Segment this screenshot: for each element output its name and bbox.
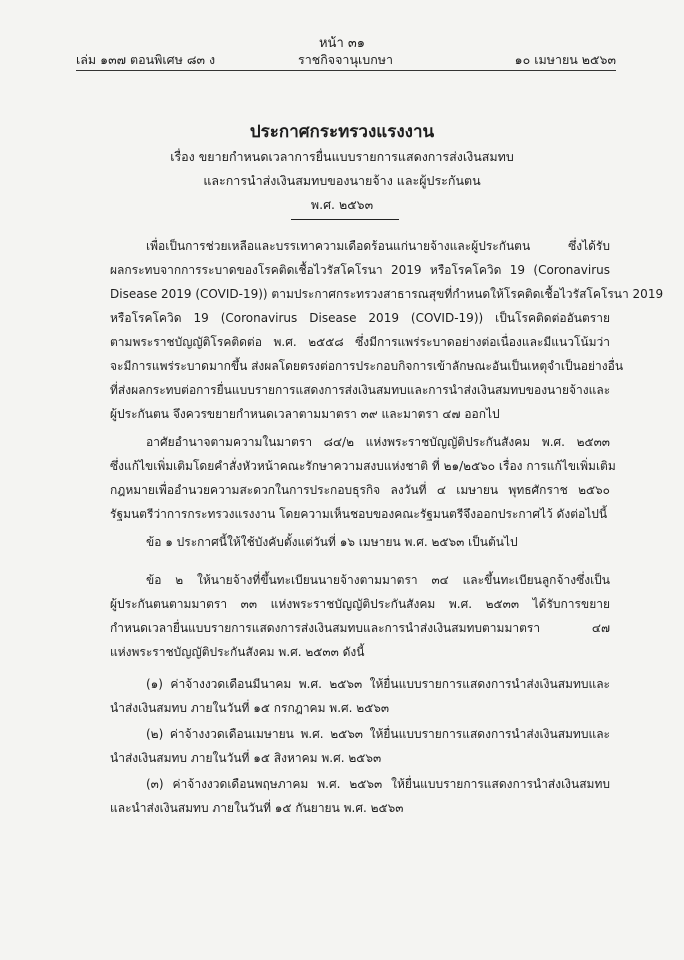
text-line: (๒) ค่าจ้างงวดเดือนเมษายน พ.ศ. ๒๕๖๓ ให้ยื่นแบบรายการแสดงการนำส่งเงินสมทบและ xyxy=(146,727,610,741)
paragraph-preamble xyxy=(110,234,664,426)
clause-2 xyxy=(110,568,610,664)
text-line: ข้อ ๒ ให้นายจ้างที่ขึ้นทะเบียนนายจ้างตามมาตรา ๓๔ และขึ้นทะเบียนลูกจ้างซึ่งเป็น xyxy=(146,573,610,587)
header-divider xyxy=(76,70,616,71)
text-line: หรือโรคโควิด 19 (Coronavirus Disease 2019 (COVID-19)) เป็นโรคติดต่ออันตราย xyxy=(110,311,610,325)
volume-issue: เล่ม ๑๓๗ ตอนพิเศษ ๘๓ ง xyxy=(76,52,216,67)
text-line: กำหนดเวลายื่นแบบรายการแสดงการส่งเงินสมทบและการนำส่งเงินสมทบตามมาตรา ๔๗ xyxy=(110,621,610,635)
text-line: ผู้ประกันตน จึงควรขยายกำหนดเวลาตามมาตรา ๓๙ และมาตรา ๔๗ ออกไป xyxy=(110,407,500,421)
text-line: แห่งพระราชบัญญัติประกันสังคม พ.ศ. ๒๕๓๓ ดังนี้ xyxy=(110,645,365,659)
text-line: กฎหมายเพื่ออำนวยความสะดวกในการประกอบธุรกิจ ลงวันที่ ๔ เมษายน พุทธศักราช ๒๕๖๐ xyxy=(110,483,610,497)
text-line: และนำส่งเงินสมทบ ภายในวันที่ ๑๕ กันยายน พ.ศ. ๒๕๖๓ xyxy=(110,801,404,815)
text-line: จะมีการแพร่ระบาดมากขึ้น ส่งผลโดยตรงต่อการประกอบกิจการเข้าลักษณะอันเป็นเหตุจำเป็นอย่างอื่น xyxy=(110,359,624,373)
title-underline xyxy=(291,219,399,220)
paragraph-authority xyxy=(110,430,616,526)
announcement-title: ประกาศกระทรวงแรงงาน xyxy=(249,122,435,142)
item-2 xyxy=(110,722,610,770)
text-line: ซึ่งแก้ไขเพิ่มเติมโดยคำสั่งหัวหน้าคณะรักษาความสงบแห่งชาติ ที่ ๒๑/๒๕๖๐ เรื่อง การแก้ไขเพิ่มเติม xyxy=(110,459,616,473)
subject-line-1: เรื่อง ขยายกำหนดเวลาการยื่นแบบรายการแสดงการส่งเงินสมทบ xyxy=(170,149,514,164)
item-1 xyxy=(110,672,610,720)
text-line: นำส่งเงินสมทบ ภายในวันที่ ๑๕ สิงหาคม พ.ศ. ๒๕๖๓ xyxy=(110,751,382,765)
text-line: รัฐมนตรีว่าการกระทรวงแรงงาน โดยความเห็นชอบของคณะรัฐมนตรีจึงออกประกาศไว้ ดังต่อไปนี้ xyxy=(110,507,608,521)
gazette-name: ราชกิจจานุเบกษา xyxy=(298,52,394,67)
text-line: (๓) ค่าจ้างงวดเดือนพฤษภาคม พ.ศ. ๒๕๖๓ ให้ยื่นแบบรายการแสดงการนำส่งเงินสมทบ xyxy=(146,777,610,791)
text-line: ผู้ประกันตนตามมาตรา ๓๓ แห่งพระราชบัญญัติประกันสังคม พ.ศ. ๒๕๓๓ ได้รับการขยาย xyxy=(110,597,610,611)
clause-1 xyxy=(110,530,610,554)
text-line: ตามพระราชบัญญัติโรคติดต่อ พ.ศ. ๒๕๕๘ ซึ่งมีการแพร่ระบาดอย่างต่อเนื่องและมีแนวโน้มว่า xyxy=(110,335,610,349)
text-line: ข้อ ๑ ประกาศนี้ให้ใช้บังคับตั้งแต่วันที่ ๑๖ เมษายน พ.ศ. ๒๕๖๓ เป็นต้นไป xyxy=(146,535,518,549)
text-line: ที่ส่งผลกระทบต่อการยื่นแบบรายการแสดงการส่งเงินสมทบและการนำส่งเงินสมทบของนายจ้างและ xyxy=(110,383,611,397)
announcement-year: พ.ศ. ๒๕๖๓ xyxy=(310,197,374,212)
issue-date: ๑๐ เมษายน ๒๕๖๓ xyxy=(514,52,616,67)
subject-line-2: และการนำส่งเงินสมทบของนายจ้าง และผู้ประกันตน xyxy=(203,173,481,188)
text-line: (๑) ค่าจ้างงวดเดือนมีนาคม พ.ศ. ๒๕๖๓ ให้ยื่นแบบรายการแสดงการนำส่งเงินสมทบและ xyxy=(146,677,610,691)
text-line: Disease 2019 (COVID-19)) ตามประกาศกระทรวงสาธารณสุขที่กำหนดให้โรคติดเชื้อไวรัสโคโรนา 2019 xyxy=(110,287,664,301)
text-line: อาศัยอำนาจตามความในมาตรา ๘๔/๒ แห่งพระราชบัญญัติประกันสังคม พ.ศ. ๒๕๓๓ xyxy=(146,435,610,449)
text-line: เพื่อเป็นการช่วยเหลือและบรรเทาความเดือดร้อนแก่นายจ้างและผู้ประกันตน ซึ่งได้รับ xyxy=(146,239,610,253)
item-3 xyxy=(110,772,610,820)
gazette-header xyxy=(76,50,616,68)
text-line: ผลกระทบจากการระบาดของโรคติดเชื้อไวรัสโคโรนา 2019 หรือโรคโควิด 19 (Coronavirus xyxy=(110,263,610,277)
page-number: หน้า ๓๑ xyxy=(318,36,366,51)
text-line: นำส่งเงินสมทบ ภายในวันที่ ๑๕ กรกฎาคม พ.ศ. ๒๕๖๓ xyxy=(110,701,390,715)
